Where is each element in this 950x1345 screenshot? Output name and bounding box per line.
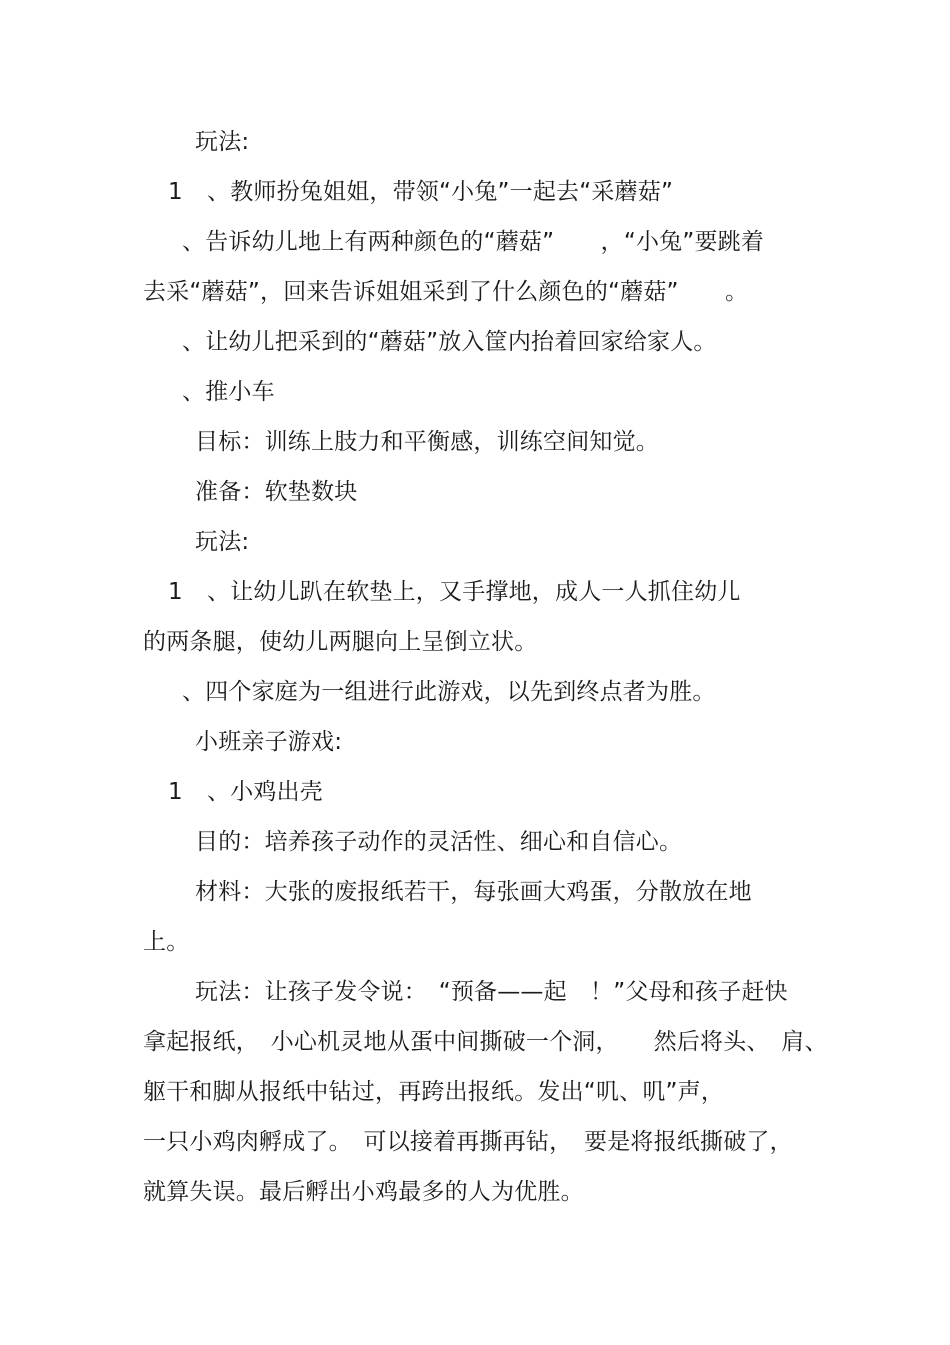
- text-line: 玩法：让孩子发令说： “预备——起 ！”父母和孩子赶快: [195, 979, 788, 1005]
- text-line: 材料：大张的废报纸若干，每张画大鸡蛋，分散放在地: [195, 879, 752, 905]
- text-line: 就算失误。最后孵出小鸡最多的人为优胜。: [143, 1179, 584, 1205]
- text-line: 准备：软垫数块: [195, 479, 358, 505]
- text-line: 目标：训练上肢力和平衡感，训练空间知觉。: [195, 429, 659, 455]
- text-line: 、小鸡出壳: [207, 779, 323, 805]
- text-line: 的两条腿，使幼儿两腿向上呈倒立状。: [143, 629, 538, 655]
- text-line: 、教师扮兔姐姐，带领“小兔”一起去“采蘑菇”: [207, 179, 674, 205]
- text-line: 、推小车: [182, 379, 275, 405]
- list-number: 1: [168, 779, 183, 805]
- text-line: 玩法:: [195, 129, 250, 155]
- text-line: 玩法:: [195, 529, 250, 555]
- text-line: 、四个家庭为一组进行此游戏，以先到终点者为胜。: [182, 679, 716, 705]
- text-line: 目的：培养孩子动作的灵活性、细心和自信心。: [195, 829, 683, 855]
- text-line: 拿起报纸， 小心机灵地从蛋中间撕破一个洞， 然后将头、 肩、: [143, 1029, 828, 1055]
- text-line: 、告诉幼儿地上有两种颜色的“蘑菇” ，“小兔”要跳着: [182, 229, 765, 255]
- text-line: 、让幼儿把采到的“蘑菇”放入筐内抬着回家给家人。: [182, 329, 717, 355]
- text-line: 小班亲子游戏:: [195, 729, 343, 755]
- list-number: 1: [168, 579, 183, 605]
- text-line: 躯干和脚从报纸中钻过，再跨出报纸。发出“叽、叽”声，: [143, 1079, 725, 1105]
- text-line: 、让幼儿趴在软垫上，又手撑地，成人一人抓住幼儿: [207, 579, 741, 605]
- text-line: 一只小鸡肉孵成了。 可以接着再撕再钻， 要是将报纸撕破了，: [143, 1129, 793, 1155]
- text-line: 上。: [143, 929, 190, 955]
- text-line: 去采“蘑菇”，回来告诉姐姐采到了什么颜色的“蘑菇” 。: [143, 279, 749, 305]
- list-number: 1: [168, 179, 183, 205]
